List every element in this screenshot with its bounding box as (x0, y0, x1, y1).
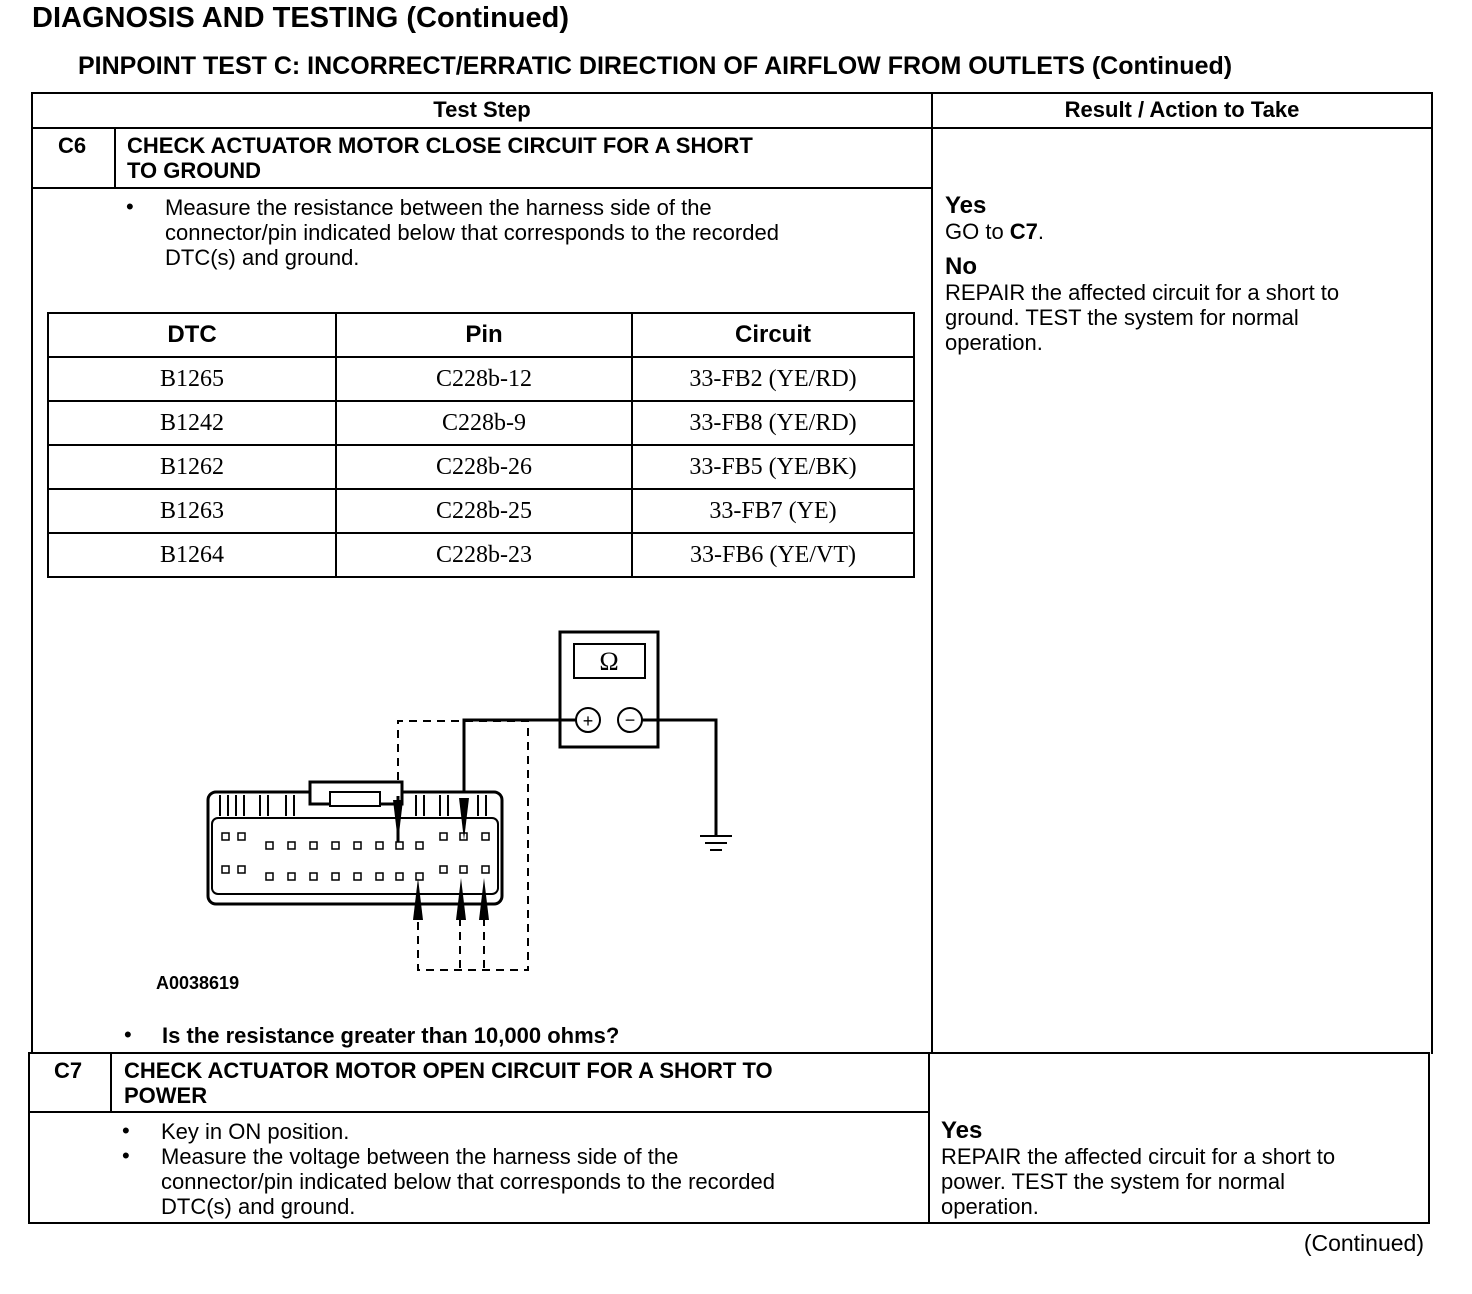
bullet: • (122, 1143, 130, 1168)
step-c7-title (124, 1058, 773, 1108)
instruction-line: Measure the resistance between the harness side of the (165, 195, 712, 220)
continued-note: (Continued) (1303, 1230, 1424, 1256)
c6-no-action-line: operation. (945, 330, 1043, 355)
c7-yes-label: Yes (941, 1117, 983, 1144)
c6-yes-action-suffix: . (1037, 219, 1045, 244)
c7-yes-action-line: REPAIR the affected circuit for a short to (941, 1144, 1336, 1169)
circuit-cell: 33-FB2 (YE/RD) (632, 357, 914, 401)
circuit-cell: 33-FB6 (YE/VT) (632, 533, 914, 577)
instruction-line: connector/pin indicated below that corresponds to the recorded (165, 220, 779, 245)
step-c7-title-line1: CHECK ACTUATOR MOTOR OPEN CIRCUIT FOR A SHORT TO (124, 1058, 773, 1083)
table-row (48, 401, 914, 445)
c6-yes-action (945, 219, 1044, 244)
circuit-cell: 33-FB7 (YE) (632, 489, 914, 533)
pin-cell: C228b-12 (336, 357, 632, 401)
bullet: • (124, 1022, 132, 1047)
dtc-table (47, 312, 915, 578)
instruction-line: Measure the voltage between the harness side of the (161, 1144, 679, 1169)
step-c7-id: C7 (54, 1058, 83, 1083)
instruction-line: connector/pin indicated below that corresponds to the recorded (161, 1169, 775, 1194)
column-header-pin: Pin (336, 313, 632, 357)
c6-yes-action-text: GO to (945, 219, 1010, 244)
c7-yes-action-line: power. TEST the system for normal (941, 1169, 1285, 1194)
plus-terminal: + (582, 711, 594, 731)
dtc-cell: B1242 (48, 401, 336, 445)
header-test-step: Test Step (433, 97, 531, 122)
pin-cell: C228b-9 (336, 401, 632, 445)
table-row (48, 533, 914, 577)
bullet: • (126, 194, 134, 219)
table-row (48, 357, 914, 401)
step-c6-id: C6 (58, 133, 87, 158)
c7-yes-action (941, 1144, 1335, 1219)
pin-cell: C228b-25 (336, 489, 632, 533)
dtc-cell: B1265 (48, 357, 336, 401)
step-c7-title-line2: POWER (124, 1083, 208, 1108)
minus-terminal: − (624, 710, 636, 730)
c6-yes-label: Yes (945, 192, 987, 219)
figure-id: A0038619 (156, 973, 240, 993)
pin-cell: C228b-23 (336, 533, 632, 577)
ground-icon (700, 825, 732, 850)
instruction-line: DTC(s) and ground. (165, 245, 360, 270)
header-result-action: Result / Action to Take (1064, 97, 1300, 122)
circuit-cell: 33-FB8 (YE/RD) (632, 401, 914, 445)
connector-diagram (190, 620, 750, 980)
c7-yes-action-line: operation. (941, 1194, 1039, 1219)
column-header-dtc: DTC (48, 313, 336, 357)
dtc-cell: B1263 (48, 489, 336, 533)
step-c7-step1: Key in ON position. (161, 1119, 350, 1144)
dtc-cell: B1264 (48, 533, 336, 577)
step-c6-question: Is the resistance greater than 10,000 ohms? (162, 1023, 620, 1048)
connector-icon (208, 782, 502, 904)
dtc-cell: B1262 (48, 445, 336, 489)
instruction-line: DTC(s) and ground. (161, 1194, 356, 1219)
c6-no-action-line: ground. TEST the system for normal (945, 305, 1299, 330)
circuit-cell: 33-FB5 (YE/BK) (632, 445, 914, 489)
c6-no-action (945, 280, 1339, 355)
ohmmeter-icon (560, 632, 658, 747)
c6-yes-link: C7 (1009, 219, 1038, 244)
column-header-circuit: Circuit (632, 313, 914, 357)
step-c7-step2 (161, 1144, 775, 1219)
meter-symbol: Ω (599, 647, 619, 676)
table-row (48, 445, 914, 489)
table-row (48, 489, 914, 533)
step-c6-title-line1: CHECK ACTUATOR MOTOR CLOSE CIRCUIT FOR A SHORT (127, 133, 753, 158)
page-title: DIAGNOSIS AND TESTING (Continued) (32, 2, 570, 34)
c6-no-action-line: REPAIR the affected circuit for a short to (945, 280, 1340, 305)
pin-cell: C228b-26 (336, 445, 632, 489)
step-c6-title (127, 133, 753, 183)
bullet: • (122, 1118, 130, 1143)
step-c6-title-line2: TO GROUND (127, 158, 262, 183)
step-c6-instruction (165, 195, 779, 270)
table-header-row (48, 313, 914, 357)
page-subtitle: PINPOINT TEST C: INCORRECT/ERRATIC DIRECTION OF AIRFLOW FROM OUTLETS (Continued) (78, 52, 1233, 80)
c6-no-label: No (945, 253, 977, 280)
